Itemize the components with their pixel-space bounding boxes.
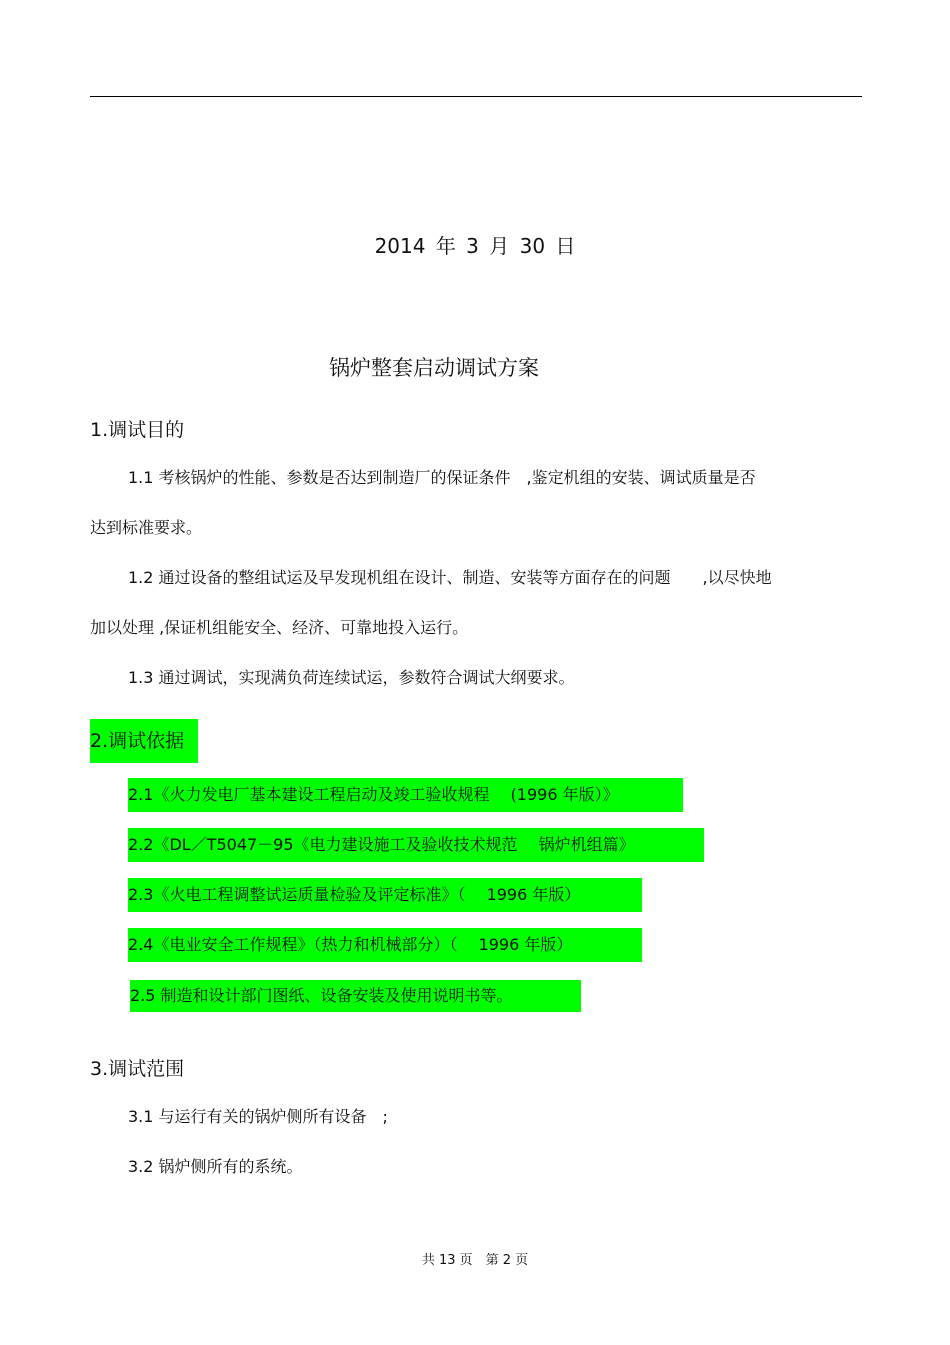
- item-1-3: 1.3 通过调试，实现满负荷连续试运，参数符合调试大纲要求。: [128, 668, 575, 687]
- item-1-2-line-2: 加以处理 ,保证机组能安全、经济、可靠地投入运行。: [90, 618, 469, 637]
- item-2-3: 2.3《火电工程调整试运质量检验及评定标准》（ 1996 年版）: [128, 878, 642, 912]
- item-1-1-line-1: 1.1 考核锅炉的性能、参数是否达到制造厂的保证条件 ,鉴定机组的安装、调试质量是否: [128, 468, 756, 487]
- item-1-2-line-1: 1.2 通过设备的整组试运及早发现机组在设计、制造、安装等方面存在的问题 ,以尽快地: [128, 568, 772, 587]
- item-2-5: 2.5 制造和设计部门图纸、设备安装及使用说明书等。: [130, 980, 581, 1012]
- section-1-heading: 1.调试目的: [90, 419, 185, 441]
- section-3-heading: 3.调试范围: [90, 1058, 185, 1080]
- item-2-4: 2.4《电业安全工作规程》（热力和机械部分）（ 1996 年版）: [128, 928, 642, 962]
- document-date: 2014 年 3 月 30 日: [374, 234, 576, 258]
- section-2-heading: 2.调试依据: [90, 719, 198, 763]
- item-2-1: 2.1《火力发电厂基本建设工程启动及竣工验收规程 (1996 年版）》: [128, 778, 683, 812]
- document-title: 锅炉整套启动调试方案: [329, 356, 539, 380]
- item-1-1-line-2: 达到标准要求。: [90, 518, 203, 537]
- item-2-2: 2.2《DL／T5047－95《电力建设施工及验收技术规范 锅炉机组篇》: [128, 828, 704, 862]
- item-3-2: 3.2 锅炉侧所有的系统。: [128, 1157, 303, 1176]
- item-3-1: 3.1 与运行有关的锅炉侧所有设备 ;: [128, 1107, 388, 1126]
- page-footer: 共 13 页 第 2 页: [421, 1253, 529, 1268]
- header-rule: [90, 96, 862, 97]
